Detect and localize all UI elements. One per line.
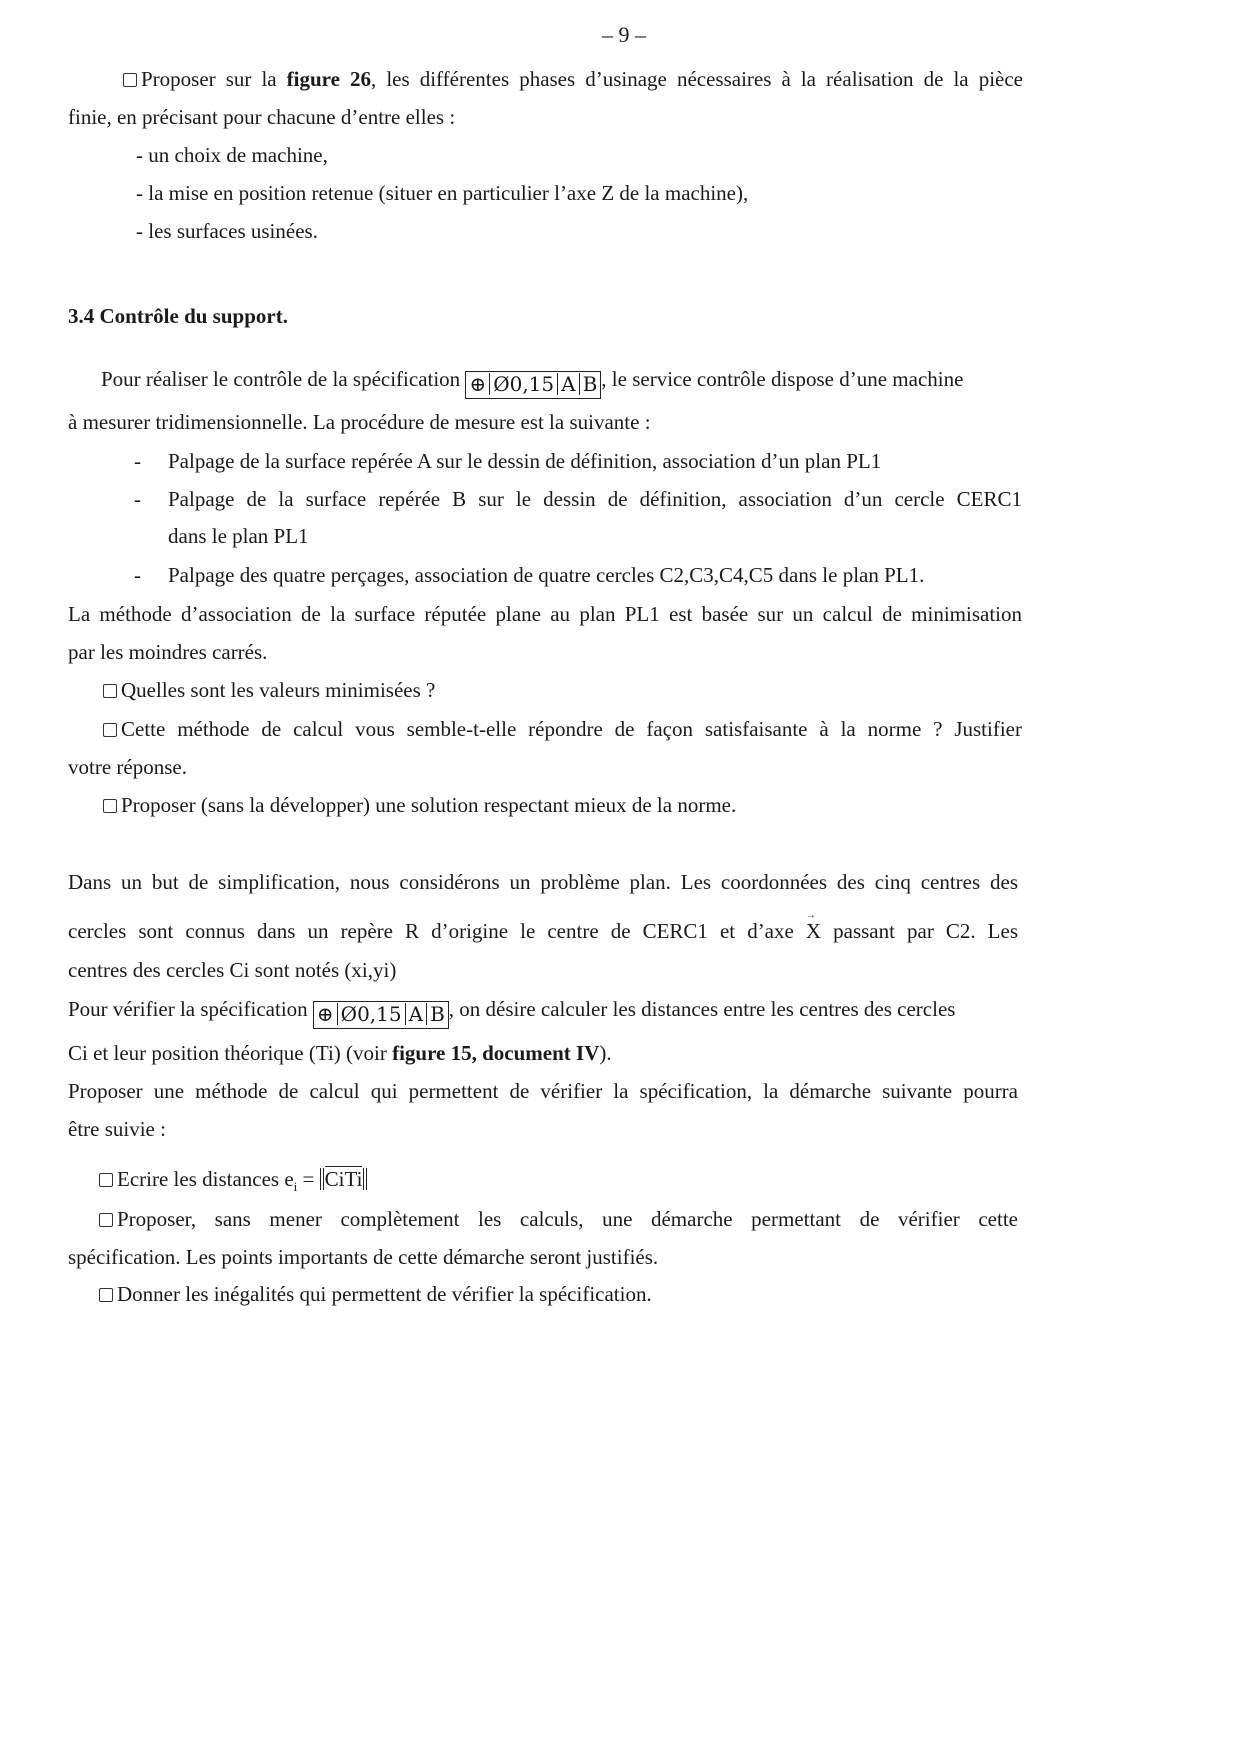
- subscript: i: [293, 1179, 298, 1195]
- simplification-line3: centres des cercles Ci sont notés (xi,yi): [68, 958, 397, 982]
- bullet-item: Palpage de la surface repérée B sur le dessin de définition, association d’un cercle CERC1: [168, 487, 1022, 511]
- checkbox-icon: [103, 684, 117, 698]
- text: , le service contrôle dispose d’une machine: [601, 367, 964, 391]
- spec-intro-line1: [101, 366, 1022, 399]
- datum-a: A: [408, 1002, 424, 1026]
- datum-a: A: [561, 372, 576, 396]
- text: Donner les inégalités qui permettent de vérifier la spécification.: [117, 1282, 652, 1306]
- axis-letter: X: [805, 919, 822, 943]
- tolerance-value: Ø0,15: [493, 372, 555, 396]
- bullet-dash: -: [134, 487, 141, 511]
- tolerance-value: Ø0,15: [340, 1002, 402, 1026]
- text: , les différentes phases d’usinage nécessaires à la réalisation de la pièce: [371, 67, 1023, 91]
- text: Proposer (sans la développer) une solution respectant mieux de la norme.: [121, 793, 737, 817]
- theoretical-position-line: [68, 1040, 612, 1066]
- question-inequalities: [99, 1281, 652, 1307]
- position-symbol-icon: ⊕: [469, 372, 487, 396]
- list-item: - la mise en position retenue (situer en particulier l’axe Z de la machine),: [136, 181, 749, 205]
- tolerance-frame: [313, 1001, 449, 1029]
- tolerance-frame: [465, 371, 601, 399]
- axis-vector: [805, 910, 822, 944]
- vector-norm: [320, 1166, 368, 1192]
- text: Quelles sont les valeurs minimisées ?: [121, 678, 436, 702]
- vector-ciTi: CiTi: [324, 1167, 363, 1191]
- text: ).: [599, 1041, 612, 1065]
- question-solution: [103, 792, 736, 818]
- checkbox-icon: [103, 723, 117, 737]
- method-proposal-line2: être suivie :: [68, 1117, 166, 1141]
- figure-ref: figure 15, document IV: [392, 1041, 600, 1065]
- question-norm-line2: votre réponse.: [68, 755, 187, 779]
- page-number: – 9 –: [602, 22, 646, 47]
- method-line1: La méthode d’association de la surface réputée plane au plan PL1 est basée sur un calcul de minimisation: [68, 602, 1022, 626]
- vector-arrow-icon: →: [805, 910, 816, 921]
- checkbox-icon: [99, 1173, 113, 1187]
- question-distances: [99, 1166, 367, 1200]
- text: Cette méthode de calcul vous semble-t-elle répondre de façon satisfaisante à la norme ? Justifier: [121, 717, 1022, 741]
- bullet-item: Palpage de la surface repérée A sur le dessin de définition, association d’un plan PL1: [168, 449, 882, 473]
- simplification-line2: [68, 910, 1019, 944]
- checkbox-icon: [103, 799, 117, 813]
- bullet-dash: -: [134, 449, 141, 473]
- text: Ci et leur position théorique (Ti) (voir: [68, 1041, 393, 1065]
- question-phases-line1: [123, 66, 1023, 92]
- text: cercles sont connus dans un repère R d’origine le centre de CERC1 et d’axe: [68, 919, 794, 943]
- checkbox-icon: [99, 1288, 113, 1302]
- position-symbol-icon: ⊕: [316, 1002, 334, 1026]
- question-approach-line1: [99, 1206, 1018, 1232]
- datum-b: B: [582, 372, 598, 396]
- checkbox-icon: [99, 1213, 113, 1227]
- method-proposal-line1: Proposer une méthode de calcul qui permettent de vérifier la spécification, la démarche suivante pourra: [68, 1079, 1018, 1103]
- simplification-line1: Dans un but de simplification, nous considérons un problème plan. Les coordonnées des cinq centres des: [68, 870, 1018, 894]
- text: Proposer sur la: [141, 67, 287, 91]
- text: Pour vérifier la spécification: [68, 997, 308, 1021]
- bullet-item-continued: dans le plan PL1: [168, 524, 309, 548]
- text: Ecrire les distances e: [117, 1167, 294, 1191]
- verify-spec-line: [68, 996, 1018, 1029]
- section-title: 3.4 Contrôle du support.: [68, 304, 288, 328]
- text: =: [297, 1167, 320, 1191]
- bullet-item: Palpage des quatre perçages, association de quatre cercles C2,C3,C4,C5 dans le plan PL1.: [168, 563, 925, 587]
- list-item: - un choix de machine,: [136, 143, 328, 167]
- method-line2: par les moindres carrés.: [68, 640, 268, 664]
- text: passant par C2. Les: [833, 919, 1019, 943]
- text: , on désire calculer les distances entre les centres des cercles: [448, 997, 956, 1021]
- question-approach-line2: spécification. Les points importants de cette démarche seront justifiés.: [68, 1245, 659, 1269]
- question-phases-line2: finie, en précisant pour chacune d’entre elles :: [68, 105, 456, 129]
- question-minimized: [103, 677, 435, 703]
- text: Pour réaliser le contrôle de la spécification: [101, 367, 461, 391]
- spec-intro-line2: à mesurer tridimensionnelle. La procédure de mesure est la suivante :: [68, 410, 651, 434]
- checkbox-icon: [123, 73, 137, 87]
- text: Proposer, sans mener complètement les calculs, une démarche permettant de vérifier cette: [117, 1207, 1018, 1231]
- question-norm-line1: [103, 716, 1022, 742]
- datum-b: B: [430, 1002, 445, 1026]
- list-item: - les surfaces usinées.: [136, 219, 318, 243]
- figure-ref: figure 26: [286, 67, 372, 91]
- bullet-dash: -: [134, 563, 141, 587]
